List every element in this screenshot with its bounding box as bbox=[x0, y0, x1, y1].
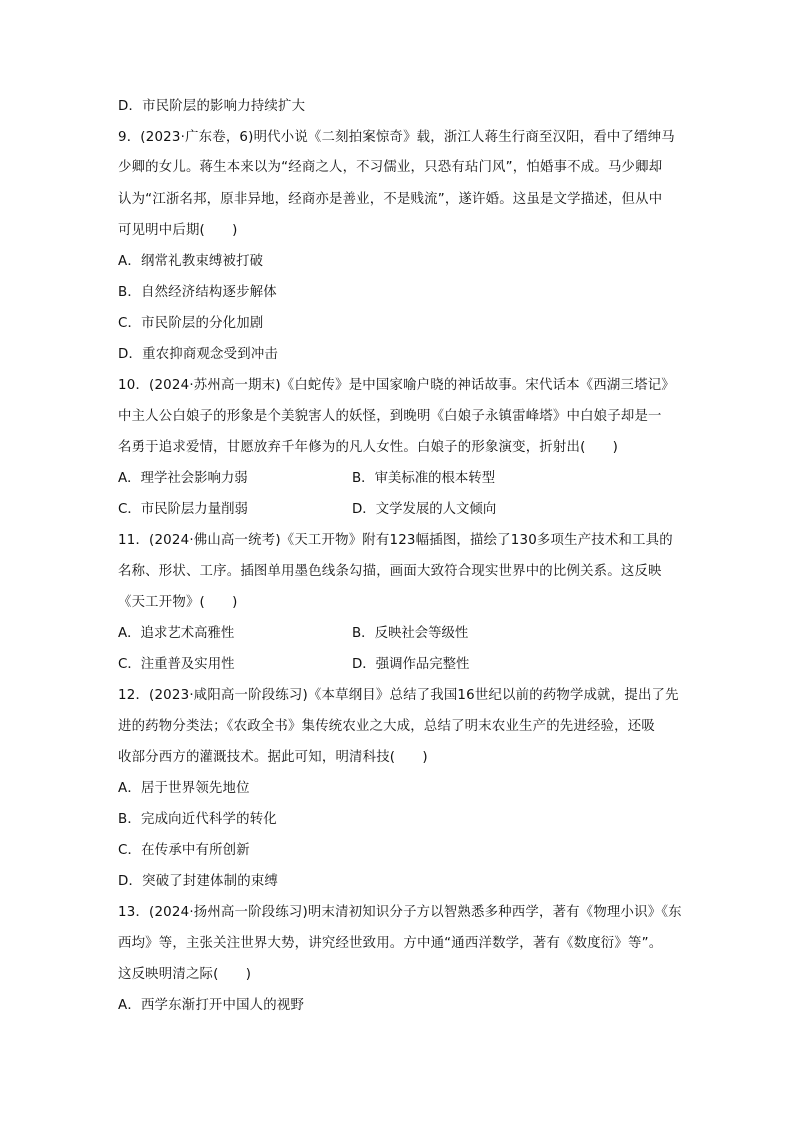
q10-stem-line-1: 10．(2024·苏州高一期末)《白蛇传》是中国家喻户晓的神话故事。宋代话本《西湖三塔记》 bbox=[118, 378, 675, 393]
q11-option-c: C．注重普及实用性 bbox=[118, 657, 235, 672]
q10-option-d: D．文学发展的人文倾向 bbox=[352, 502, 497, 517]
q9-option-d: D．重农抑商观念受到冲击 bbox=[118, 347, 279, 362]
q11-option-d: D．强调作品完整性 bbox=[352, 657, 470, 672]
q11-options-row-2 bbox=[118, 655, 678, 675]
q12-stem-line-1: 12．(2023·咸阳高一阶段练习)《本草纲目》总结了我国16世纪以前的药物学成就，提出了先 bbox=[118, 688, 679, 703]
q11-option-a: A．追求艺术高雅性 bbox=[118, 626, 235, 641]
q10-options-row-1 bbox=[118, 469, 678, 489]
q9-option-b: B．自然经济结构逐步解体 bbox=[118, 285, 277, 300]
q13-stem-line-3: 这反映明清之际( ) bbox=[118, 967, 252, 982]
q9-stem-line-3: 认为“江浙名邦，原非异地，经商亦是善业，不是贱流”，遂许婚。这虽是文学描述，但从中 bbox=[118, 192, 663, 207]
q9-stem-line-1: 9．(2023·广东卷，6)明代小说《二刻拍案惊奇》载，浙江人蒋生行商至汉阳，看中了缙绅马 bbox=[118, 130, 675, 145]
q11-stem-line-1: 11．(2024·佛山高一统考)《天工开物》附有123幅插图，描绘了130多项生产技术和工具的 bbox=[118, 533, 673, 548]
q11-option-b: B．反映社会等级性 bbox=[352, 626, 469, 641]
q12-stem-line-2: 进的药物分类法；《农政全书》集传统农业之大成，总结了明末农业生产的先进经验，还吸 bbox=[118, 719, 655, 734]
q9-stem-line-2: 少卿的女儿。蒋生本来以为“经商之人，不习儒业，只恐有玷门风”，怕婚事不成。马少卿却 bbox=[118, 160, 663, 175]
q13-option-a: A．西学东渐打开中国人的视野 bbox=[118, 998, 305, 1013]
q12-option-c: C．在传承中有所创新 bbox=[118, 843, 250, 858]
q11-stem-line-2: 名称、形状、工序。插图单用墨色线条勾描，画面大致符合现实世界中的比例关系。这反映 bbox=[118, 564, 662, 579]
q10-stem-line-3: 名勇于追求爱情，甘愿放弃千年修为的凡人女性。白娘子的形象演变，折射出( ) bbox=[118, 440, 619, 455]
q10-option-b: B．审美标准的根本转型 bbox=[352, 471, 496, 486]
q12-option-b: B．完成向近代科学的转化 bbox=[118, 812, 277, 827]
q10-option-a: A．理学社会影响力弱 bbox=[118, 471, 248, 486]
q9-option-c: C．市民阶层的分化加剧 bbox=[118, 316, 264, 331]
q13-stem-line-2: 西均》等，主张关注世界大势，讲究经世致用。方中通“通西洋数学，著有《数度衍》等”。 bbox=[118, 936, 663, 951]
q10-options-row-2 bbox=[118, 500, 678, 520]
q12-option-d: D．突破了封建体制的束缚 bbox=[118, 874, 279, 889]
q9-stem-line-4: 可见明中后期( ) bbox=[118, 223, 238, 238]
q10-stem-line-2: 中主人公白娘子的形象是个美貌害人的妖怪，到晚明《白娘子永镇雷峰塔》中白娘子却是一 bbox=[118, 409, 662, 424]
q12-option-a: A．居于世界领先地位 bbox=[118, 781, 250, 796]
q13-stem-line-1: 13．(2024·扬州高一阶段练习)明末清初知识分子方以智熟悉多种西学，著有《物理小识》《东 bbox=[118, 905, 682, 920]
q9-option-a: A．纲常礼教束缚被打破 bbox=[118, 254, 264, 269]
q11-options-row-1 bbox=[118, 624, 678, 644]
q8-option-d: D．市民阶层的影响力持续扩大 bbox=[118, 99, 306, 114]
q10-option-c: C．市民阶层力量削弱 bbox=[118, 502, 248, 517]
q12-stem-line-3: 收部分西方的灌溉技术。据此可知，明清科技( ) bbox=[118, 750, 428, 765]
q11-stem-line-3: 《天工开物》( ) bbox=[118, 595, 238, 610]
